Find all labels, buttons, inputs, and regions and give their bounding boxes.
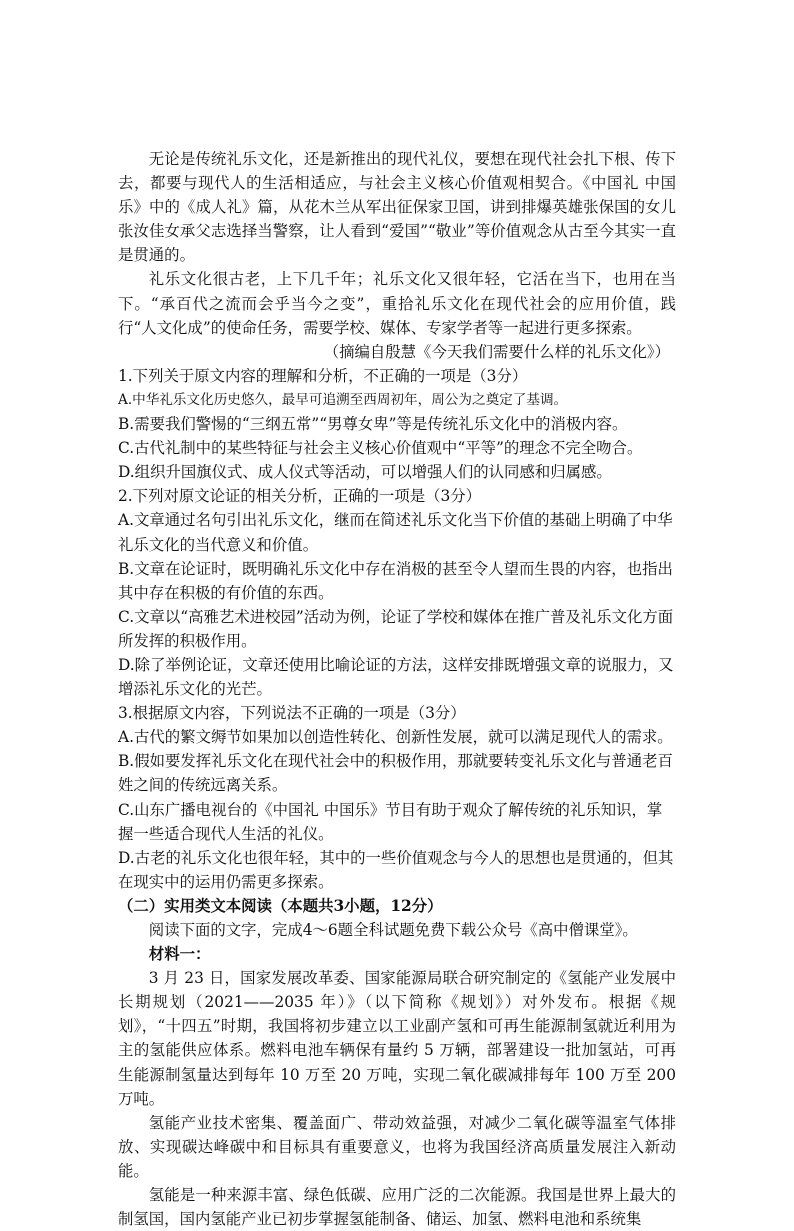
question-1: [118, 364, 676, 484]
passage-source: （摘编自殷慧《今天我们需要什么样的礼乐文化》）: [323, 342, 670, 361]
section-heading: （二）实用类文本阅读（本题共3小题，12分）: [118, 896, 443, 915]
question-option: D.除了举例论证，文章还使用比喻论证的方法，这样安排既增强文章的说服力，又增添礼乐文化的光芒。: [118, 655, 674, 699]
question-stem: 2.下列对原文论证的相关分析，正确的一项是（3分）: [118, 487, 482, 506]
question-option: C.文章以“高雅艺术进校园”活动为例，论证了学校和媒体在推广普及礼乐文化方面所发挥的积极作用。: [118, 607, 674, 650]
section-instruction: 阅读下面的文字，完成4～6题全科试题免费下载公众号《高中僧课堂》。: [148, 921, 638, 939]
question-option: A.文章通过名句引出礼乐文化，继而在简述礼乐文化当下价值的基础上明确了中华礼乐文化的当代意义和价值。: [118, 511, 673, 554]
passage-paragraph: 礼乐文化很古老，上下几千年；礼乐文化又很年轻，它活在当下，也用在当下。“承百代之流而会乎当今之变”，重拾礼乐文化在现代社会的应用价值，践行“人文化成”的使命任务，需要学校、媒体、专家学者等一起进行更多探索。: [118, 270, 676, 337]
question-option: B.需要我们警惕的“三纲五常”“男尊女卑”等是传统礼乐文化中的消极内容。: [118, 415, 628, 434]
question-option: B.假如要发挥礼乐文化在现代社会中的积极作用，那就要转变礼乐文化与普通老百姓之间的传统远离关系。: [118, 752, 673, 795]
question-option: A.中华礼乐文化历史悠久，最早可追溯至西周初年，周公为之奠定了基调。: [118, 391, 568, 408]
question-3: [118, 701, 676, 894]
question-option: A.古代的繁文缛节如果加以创造性转化、创新性发展，就可以满足现代人的需求。: [118, 728, 673, 747]
question-stem: 1.下列关于原文内容的理解和分析，不正确的一项是（3分）: [118, 366, 528, 385]
question-2: [118, 484, 676, 701]
question-option: C.古代礼制中的某些特征与社会主义核心价值观中“平等”的理念不完全吻合。: [118, 439, 643, 458]
question-option: D.古老的礼乐文化也很年轻，其中的一些价值观念与今人的思想也是贯通的，但其在现实中的运用仍需更多探索。: [118, 848, 674, 891]
question-stem: 3.根据原文内容，下列说法不正确的一项是（3分）: [118, 704, 466, 723]
material-paragraph: 3 月 23 日，国家发展改革委、国家能源局联合研究制定的《氢能产业发展中长期规划（2021——2035 年）》（以下简称《规划》）对外发布。根据《规划》，“十四五”时期，我国将初步建立以工业副产氢和可再生能源制氢就近利用为主的氢能供应体系。燃料电池车辆保有量约 5 万辆，部署建设一批加氢站，可再生能源制氢量达到每年 10 万至 20 万吨，实现二氧化碳减排每年 100 万至 200 万吨。: [118, 969, 676, 1108]
material-paragraph: 氢能产业技术密集、覆盖面广、带动效益强，对减少二氧化碳等温室气体排放、实现碳达峰碳中和目标具有重要意义，也将为我国经济高质量发展注入新动能。: [118, 1113, 676, 1180]
material-paragraph: 氢能是一种来源丰富、绿色低碳、应用广泛的二次能源。我国是世界上最大的制氢国，国内氢能产业已初步掌握氢能制备、储运、加氢、燃料电池和系统集: [118, 1186, 676, 1229]
question-option: D.组织升国旗仪式、成人仪式等活动，可以增强人们的认同感和归属感。: [118, 463, 612, 482]
material-label: 材料一：: [148, 945, 211, 964]
page-content: [118, 147, 676, 1231]
question-option: B.文章在论证时，既明确礼乐文化中存在消极的甚至令人望而生畏的内容，也指出其中存在积极的有价值的东西。: [118, 559, 673, 602]
question-option: C.山东广播电视台的《中国礼 中国乐》节目有助于观众了解传统的礼乐知识，掌握一些适合现代人生活的礼仪。: [118, 800, 663, 843]
passage-paragraph: 无论是传统礼乐文化，还是新推出的现代礼仪，要想在现代社会扎下根、传下去，都要与现代人的生活相适应，与社会主义核心价值观相契合。《中国礼 中国乐》中的《成人礼》篇，从花木兰从军出征保家卫国，讲到排爆英雄张保国的女儿张汝佳女承父志选择当警察，让人看到“爱国”“敬业”等价值观念从古至今其实一直是贯通的。: [118, 150, 676, 265]
